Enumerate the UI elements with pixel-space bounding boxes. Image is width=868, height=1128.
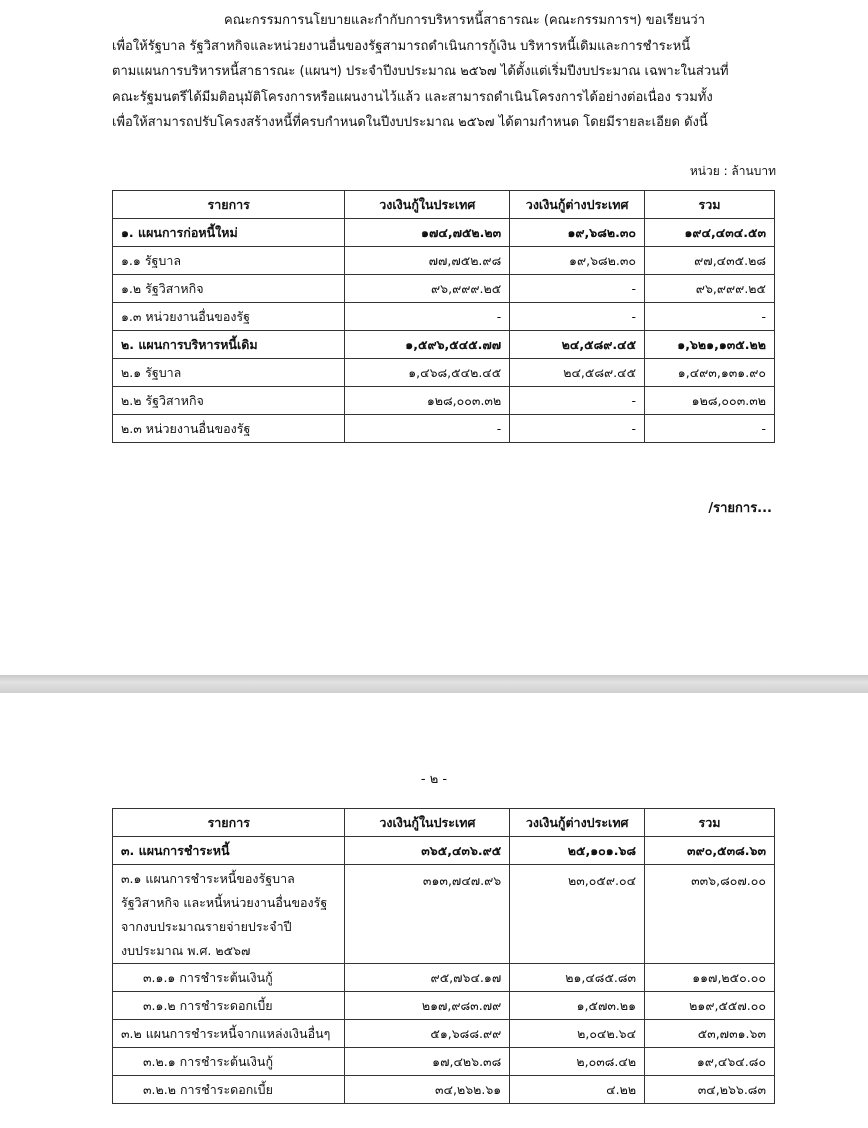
continuation-marker: /รายการ... [708, 501, 772, 516]
row-label: ๓.๑.๑ การชำระต้นเงินกู้ [113, 964, 345, 992]
header-domestic: วงเงินกู้ในประเทศ [345, 191, 510, 219]
paragraph-line: คณะรัฐมนตรีได้มีมติอนุมัติโครงการหรือแผนงานไว้แล้ว และสามารถดำเนินโครงการได้อย่างต่อเนื่อง รวมทั้ง [112, 89, 713, 105]
foreign-value: ๑๙,๖๘๒.๓๐ [510, 247, 645, 275]
page-number: - ๒ - [420, 772, 448, 787]
domestic-value: ๑๗๔,๗๕๒.๒๓ [345, 219, 510, 247]
row-label: ๑.๑ รัฐบาล [113, 247, 345, 275]
row-label-line: รัฐวิสาหกิจ และหนี้หน่วยงานอื่นของรัฐ [121, 895, 328, 910]
table-row [113, 275, 775, 303]
total-value: ๓๙๐,๕๓๘.๖๓ [645, 837, 775, 865]
row-label: ๓.๒ แผนการชำระหนี้จากแหล่งเงินอื่นๆ [113, 1020, 345, 1048]
foreign-value: ๑,๕๗๓.๒๑ [510, 992, 645, 1020]
row-label: ๑. แผนการก่อหนี้ใหม่ [113, 219, 345, 247]
table-row [113, 247, 775, 275]
header-foreign: วงเงินกู้ต่างประเทศ [510, 809, 645, 837]
table-row [113, 387, 775, 415]
domestic-value: ๒๑๗,๙๘๓.๗๙ [345, 992, 510, 1020]
foreign-value: ๑๙,๖๘๒.๓๐ [510, 219, 645, 247]
domestic-value: ๓๖๕,๔๓๖.๙๕ [345, 837, 510, 865]
table-header-row [113, 191, 775, 219]
foreign-value: - [510, 303, 645, 331]
foreign-value: ๒๔,๕๘๙.๔๕ [510, 331, 645, 359]
row-label: ๑.๒ รัฐวิสาหกิจ [113, 275, 345, 303]
unit-label: หน่วย : ล้านบาท [689, 164, 776, 178]
header-total: รวม [645, 191, 775, 219]
header-item: รายการ [113, 191, 345, 219]
table-row [113, 1020, 775, 1048]
table-row [113, 331, 775, 359]
domestic-value: ๙๖,๙๙๙.๒๕ [345, 275, 510, 303]
row-label: ๓. แผนการชำระหนี้ [113, 837, 345, 865]
row-label: ๒.๓ หน่วยงานอื่นของรัฐ [113, 415, 345, 443]
foreign-value: ๒๔,๕๘๙.๔๕ [510, 359, 645, 387]
row-label-line: ๓.๑ แผนการชำระหนี้ของรัฐบาล [121, 871, 295, 886]
paragraph-line: คณะกรรมการนโยบายและกำกับการบริหารหนี้สาธารณะ (คณะกรรมการฯ) ขอเรียนว่า [224, 13, 705, 28]
total-value: ๑๒๘,๐๐๓.๓๒ [645, 387, 775, 415]
total-value: ๑๙,๔๖๔.๘๐ [645, 1048, 775, 1076]
foreign-value: - [510, 387, 645, 415]
header-foreign: วงเงินกู้ต่างประเทศ [510, 191, 645, 219]
foreign-value: ๒๑,๔๘๕.๘๓ [510, 964, 645, 992]
foreign-value: ๔.๒๒ [510, 1076, 645, 1104]
table-row [113, 837, 775, 865]
table-row [113, 865, 775, 964]
domestic-value: ๑,๔๖๘,๕๔๒.๔๕ [345, 359, 510, 387]
total-value: ๓๓๖,๘๐๗.๐๐ [645, 865, 775, 964]
paragraph-line: เพื่อให้สามารถปรับโครงสร้างหนี้ที่ครบกำหนดในปีงบประมาณ ๒๕๖๗ ได้ตามกำหนด โดยมีรายละเอียด ดังนี้ [112, 115, 708, 130]
table-row [113, 359, 775, 387]
domestic-value: - [345, 303, 510, 331]
row-label: ๓.๑.๒ การชำระดอกเบี้ย [113, 992, 345, 1020]
row-label: ๓.๒.๑ การชำระต้นเงินกู้ [113, 1048, 345, 1076]
debt-plan-table-2 [112, 808, 775, 1104]
row-label: ๒.๒ รัฐวิสาหกิจ [113, 387, 345, 415]
table-row [113, 303, 775, 331]
page-separator [0, 675, 868, 693]
total-value: ๒๑๙,๕๕๗.๐๐ [645, 992, 775, 1020]
document-page-2 [0, 693, 868, 1128]
domestic-value: ๑๗,๔๒๖.๓๘ [345, 1048, 510, 1076]
table-row [113, 964, 775, 992]
foreign-value: ๒,๐๓๘.๔๒ [510, 1048, 645, 1076]
total-value: ๙๖,๙๙๙.๒๕ [645, 275, 775, 303]
domestic-value: ๕๑,๖๘๘.๙๙ [345, 1020, 510, 1048]
row-label: ๒. แผนการบริหารหนี้เดิม [113, 331, 345, 359]
header-domestic: วงเงินกู้ในประเทศ [345, 809, 510, 837]
domestic-value: ๑๒๘,๐๐๓.๓๒ [345, 387, 510, 415]
foreign-value: - [510, 415, 645, 443]
paragraph-line: เพื่อให้รัฐบาล รัฐวิสาหกิจและหน่วยงานอื่นของรัฐสามารถดำเนินการกู้เงิน บริหารหนี้เดิมและการชำระหนี้ [112, 38, 691, 54]
table-row [113, 992, 775, 1020]
table-header-row [113, 809, 775, 837]
total-value: ๑,๔๙๓,๑๓๑.๙๐ [645, 359, 775, 387]
total-value: ๕๓,๗๓๑.๖๓ [645, 1020, 775, 1048]
table-row [113, 1048, 775, 1076]
paragraph-line: ตามแผนการบริหารหนี้สาธารณะ (แผนฯ) ประจำปีงบประมาณ ๒๕๖๗ ได้ตั้งแต่เริ่มปีงบประมาณ เฉพาะในส่วนที่ [112, 64, 729, 79]
header-total: รวม [645, 809, 775, 837]
domestic-value: ๙๕,๗๖๔.๑๗ [345, 964, 510, 992]
domestic-value: ๓๑๓,๗๔๗.๙๖ [345, 865, 510, 964]
total-value: - [645, 303, 775, 331]
row-label: ๒.๑ รัฐบาล [113, 359, 345, 387]
total-value: ๙๗,๔๓๕.๒๘ [645, 247, 775, 275]
table-row [113, 415, 775, 443]
total-value: ๓๔,๒๖๖.๘๓ [645, 1076, 775, 1104]
total-value: ๑,๖๒๑,๑๓๕.๒๒ [645, 331, 775, 359]
table-row [113, 1076, 775, 1104]
domestic-value: ๗๗,๗๕๒.๙๘ [345, 247, 510, 275]
row-label [113, 865, 345, 964]
total-value: ๑๙๔,๔๓๔.๕๓ [645, 219, 775, 247]
foreign-value: - [510, 275, 645, 303]
header-item: รายการ [113, 809, 345, 837]
foreign-value: ๒๓,๐๕๙.๐๔ [510, 865, 645, 964]
row-label-line: งบประมาณ พ.ศ. ๒๕๖๗ [121, 943, 251, 958]
row-label: ๑.๓ หน่วยงานอื่นของรัฐ [113, 303, 345, 331]
table-row [113, 219, 775, 247]
domestic-value: - [345, 415, 510, 443]
foreign-value: ๒,๐๔๒.๖๔ [510, 1020, 645, 1048]
domestic-value: ๑,๕๙๖,๕๔๕.๗๗ [345, 331, 510, 359]
total-value: ๑๑๗,๒๕๐.๐๐ [645, 964, 775, 992]
domestic-value: ๓๔,๒๖๒.๖๑ [345, 1076, 510, 1104]
row-label: ๓.๒.๒ การชำระดอกเบี้ย [113, 1076, 345, 1104]
foreign-value: ๒๕,๑๐๑.๖๘ [510, 837, 645, 865]
intro-paragraph [112, 8, 777, 136]
total-value: - [645, 415, 775, 443]
debt-plan-table-1 [112, 190, 775, 443]
row-label-line: จากงบประมาณรายจ่ายประจำปี [121, 919, 292, 934]
